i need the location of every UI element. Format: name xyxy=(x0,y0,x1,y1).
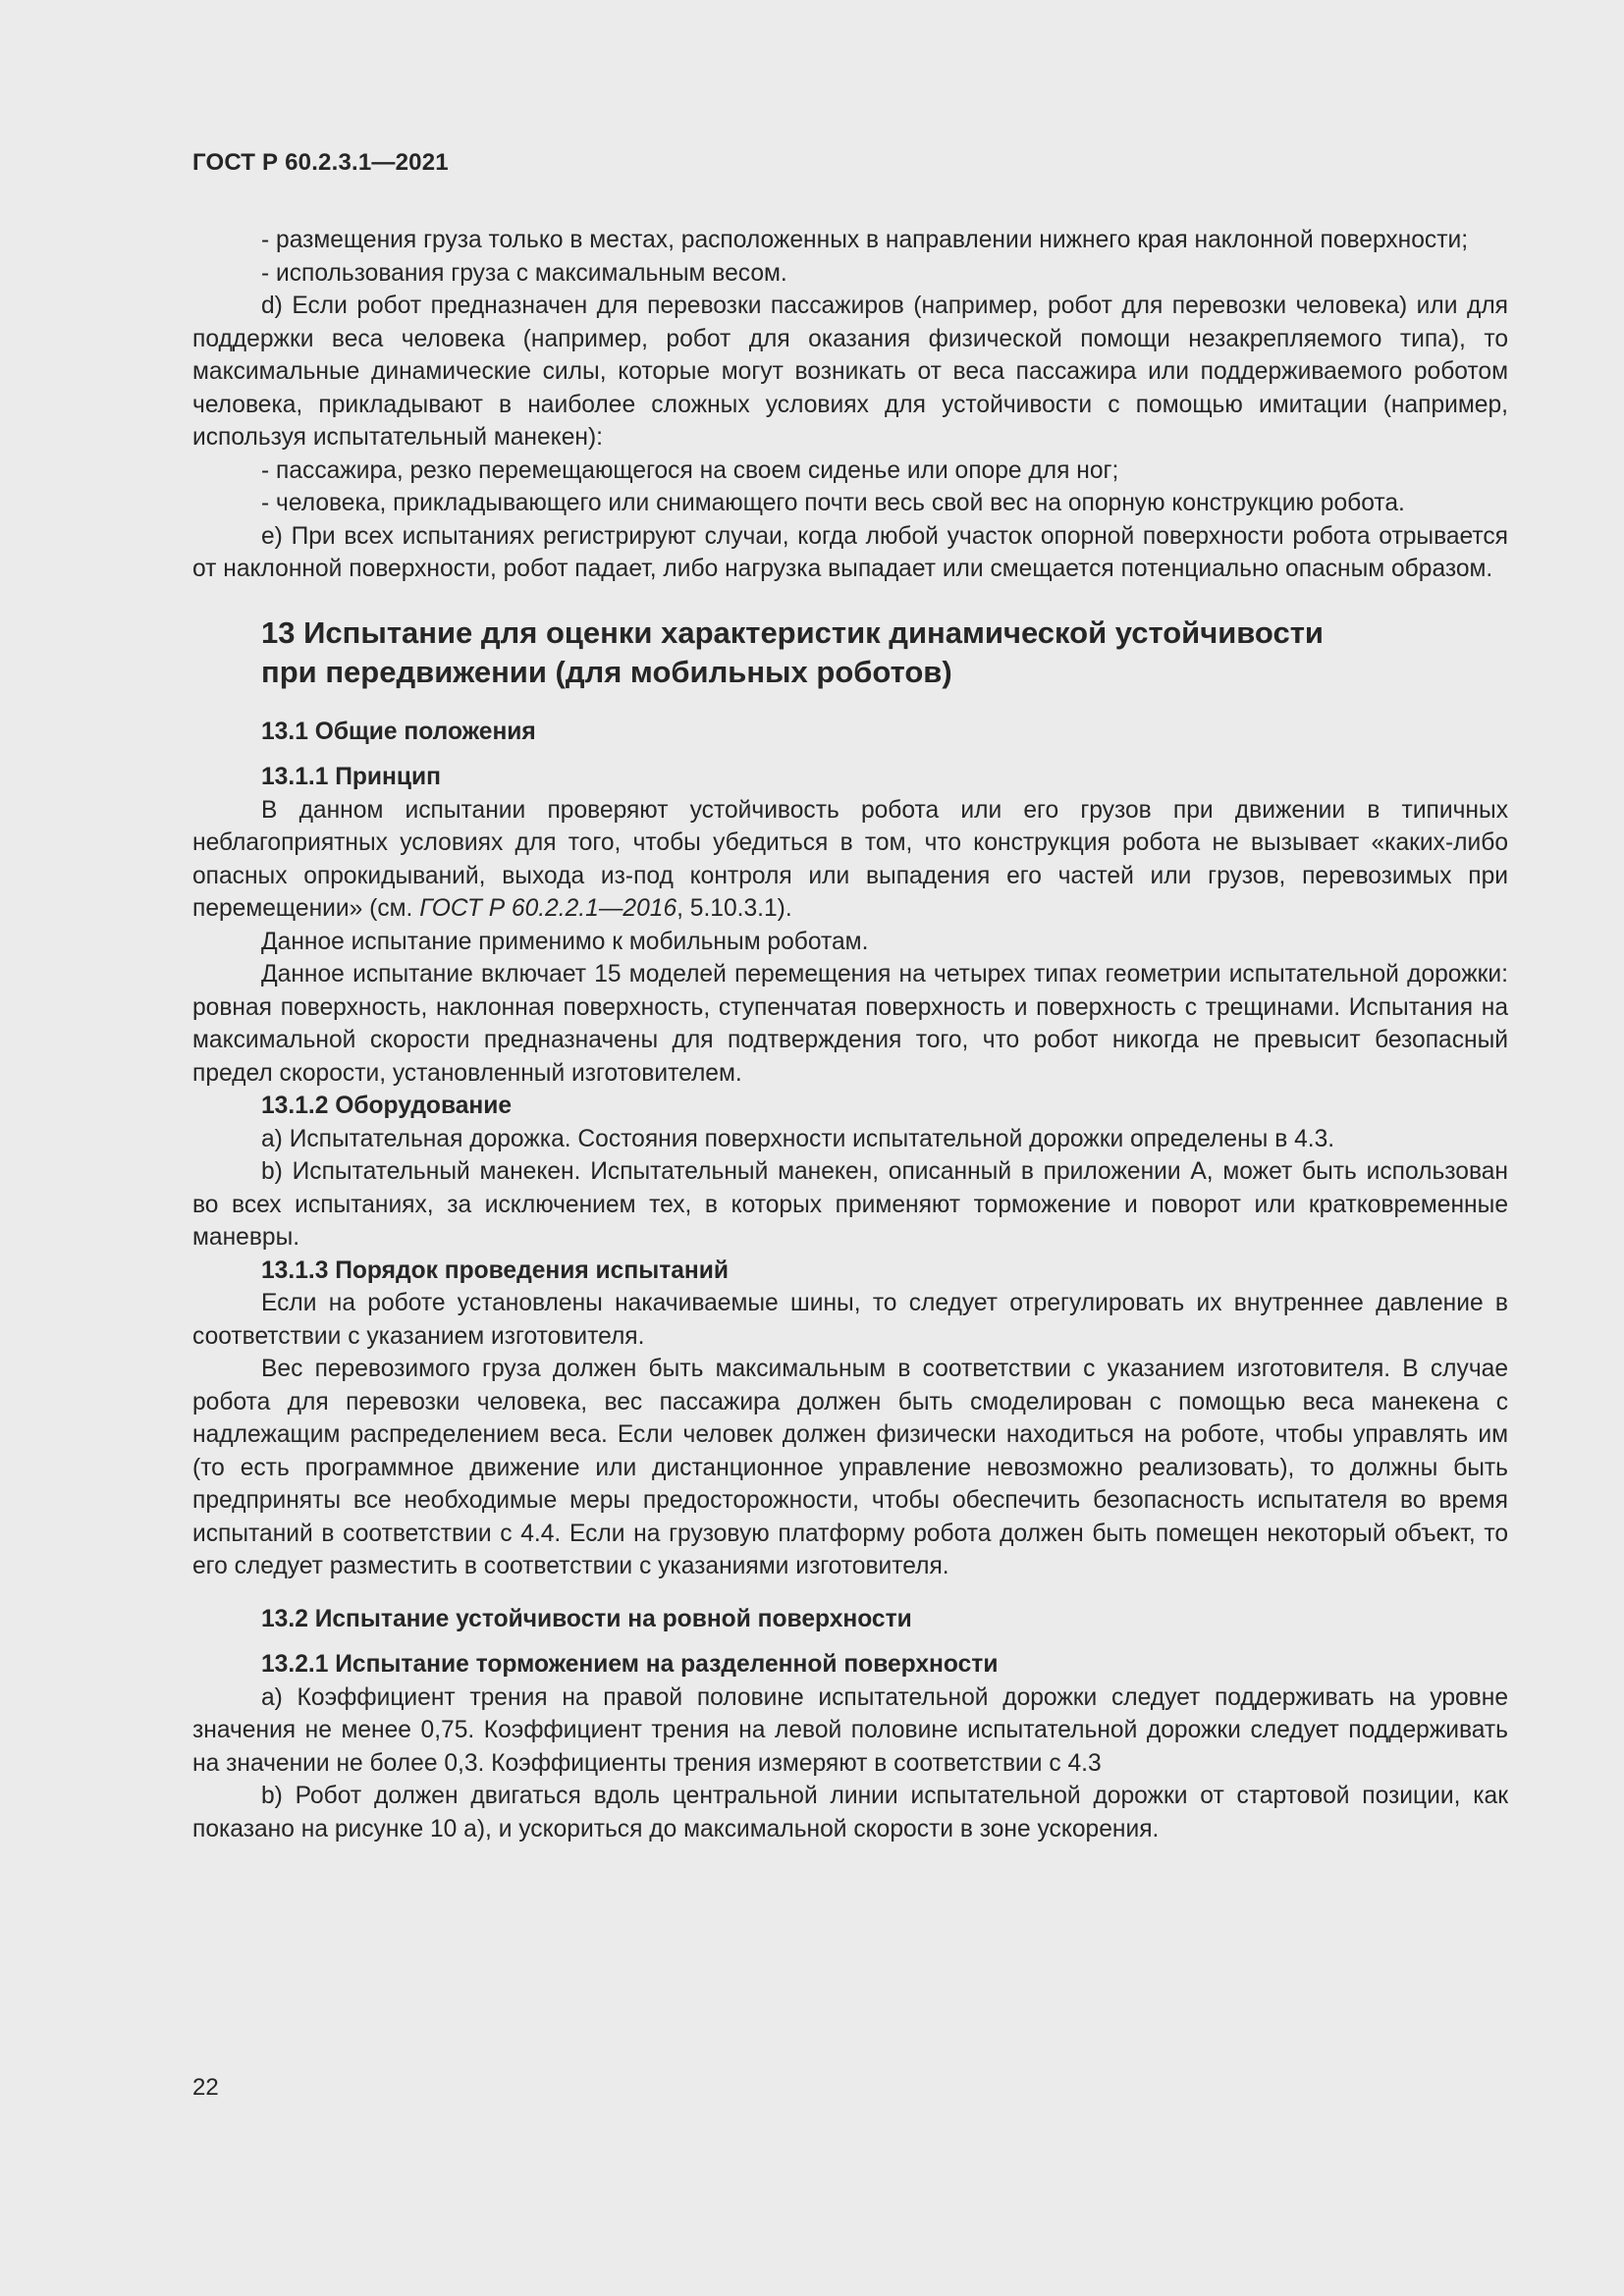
paragraph xyxy=(192,794,1508,926)
section-13-heading xyxy=(192,614,1469,692)
paragraph: Данное испытание включает 15 моделей перемещения на четырех типах геометрии испытательной дорожки: ровная поверхность, наклонная поверхность, ступенчатая поверхность и поверхность с трещинами. Испытания на максимальной скорости предназначены для подтверждения того, что робот никогда не превысит безопасный предел скорости, установленный изготовителем. xyxy=(192,961,1508,1087)
section-13-1-3-heading: 13.1.3 Порядок проведения испытаний xyxy=(261,1256,730,1284)
paragraph: Вес перевозимого груза должен быть максимальным в соответствии с указанием изготовителя. В случае робота для перевозки человека, вес пассажира должен быть смоделирован с помощью веса манекена с надлежащим распределением веса. Если человек должен физически находиться на роботе, чтобы управлять им (то есть программное движение или дистанционное управление невозможно реализовать), то должны быть предприняты все необходимые меры предосторожности, чтобы обеспечить безопасность испытателя во время испытаний в соответствии с 4.4. Если на грузовую платформу робота должен быть помещен некоторый объект, то его следует разместить в соответствии с указаниями изготовителя. xyxy=(192,1356,1508,1579)
page-number: 22 xyxy=(192,2074,219,2101)
section-13-2-1-heading: 13.2.1 Испытание торможением на разделенной поверхности xyxy=(261,1651,999,1678)
list-item: a) Коэффициент трения на правой половине испытательной дорожки следует поддерживать на уровне значения не менее 0,75. Коэффициент трения на левой половине испытательной дорожки следует поддерживать на значении не более 0,3. Коэффициенты трения измеряют в соответствии с 4.3 xyxy=(192,1683,1508,1777)
list-item: b) Испытательный манекен. Испытательный манекен, описанный в приложении А, может быть использован во всех испытаниях, за исключением тех, в которых применяют торможение и поворот или кратковременные маневры. xyxy=(192,1158,1508,1251)
list-item: a) Испытательная дорожка. Состояния поверхности испытательной дорожки определены в 4.3. xyxy=(261,1125,1335,1152)
paragraph: Данное испытание применимо к мобильным роботам. xyxy=(261,928,869,955)
paragraph: e) При всех испытаниях регистрируют случаи, когда любой участок опорной поверхности робота отрывается от наклонной поверхности, робот падает, либо нагрузка выпадает или смещается потенциально опасным образом. xyxy=(192,522,1508,582)
standard-reference: ГОСТ Р 60.2.2.1—2016 xyxy=(419,895,677,922)
section-13-1-heading: 13.1 Общие положения xyxy=(261,718,536,745)
section-13-2-heading: 13.2 Испытание устойчивости на ровной поверхности xyxy=(261,1605,912,1632)
paragraph-text: , 5.10.3.1). xyxy=(677,895,792,922)
section-13-heading-line2: при передвижении (для мобильных роботов) xyxy=(261,654,952,689)
section-13-1-1-heading: 13.1.1 Принцип xyxy=(261,764,441,790)
list-item: - пассажира, резко перемещающегося на своем сиденье или опоре для ног; xyxy=(261,456,1119,484)
list-item: - человека, прикладывающего или снимающего почти весь свой вес на опорную конструкцию робота. xyxy=(261,490,1405,516)
list-item: - использования груза с максимальным весом. xyxy=(261,259,787,287)
paragraph: Если на роботе установлены накачиваемые шины, то следует отрегулировать их внутреннее давление в соответствии с указанием изготовителя. xyxy=(192,1290,1508,1350)
section-13-heading-line1: 13 Испытание для оценки характеристик динамической устойчивости xyxy=(261,614,1324,650)
list-item: b) Робот должен двигаться вдоль центральной линии испытательной дорожки от стартовой позиции, как показано на рисунке 10 а), и ускориться до максимальной скорости в зоне ускорения. xyxy=(192,1783,1508,1842)
paragraph-text: В данном испытании проверяют устойчивость робота или его грузов при движении в типичных неблагоприятных условиях для того, чтобы убедиться в том, что конструкция робота не вызывает «каких-либо опасных опрокидываний, выхода из-под контроля или выпадения его частей или грузов, перевозимых при перемещении» (см. xyxy=(192,796,1508,922)
section-13-1-2-heading: 13.1.2 Оборудование xyxy=(261,1093,513,1119)
document-header: ГОСТ Р 60.2.3.1—2021 xyxy=(192,149,449,176)
paragraph: d) Если робот предназначен для перевозки пассажиров (например, робот для перевозки человека) или для поддержки веса человека (например, робот для оказания физической помощи незакрепляемого типа), то максимальные динамические силы, которые могут возникать от веса пассажира или поддерживаемого роботом человека, прикладывают в наиболее сложных условиях для устойчивости с помощью имитации (например, используя испытательный манекен): xyxy=(192,293,1508,451)
list-item: - размещения груза только в местах, расположенных в направлении нижнего края наклонной поверхности; xyxy=(261,227,1469,253)
page-body xyxy=(192,224,1508,1845)
